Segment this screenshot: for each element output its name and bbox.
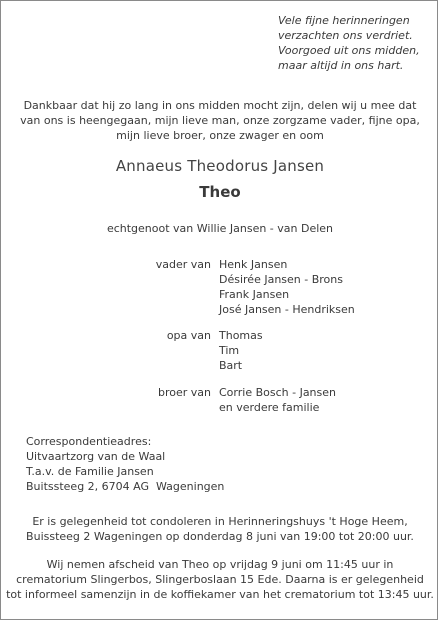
poem <box>278 13 420 73</box>
poem-line: verzachten ons verdriet. <box>278 29 413 42</box>
address-line: Correspondentieadres: <box>26 435 152 448</box>
relation-name: Bart <box>219 359 243 372</box>
intro-line: mijn lieve broer, onze zwager en oom <box>116 129 324 142</box>
farewell-notice <box>1 557 438 602</box>
relation-name: Henk Jansen <box>219 258 288 271</box>
intro-line: Dankbaar dat hij zo lang in ons midden mocht zijn, delen wij u mee dat <box>23 99 417 112</box>
intro-line: van ons is heengegaan, mijn lieve man, onze zorgzame vader, fijne opa, <box>20 114 420 127</box>
relation-label: opa van <box>166 329 211 342</box>
farewell-line: Wij nemen afscheid van Theo op vrijdag 9 juni om 11:45 uur in <box>46 558 394 571</box>
relation-names <box>219 385 336 415</box>
relation-names <box>219 328 263 373</box>
condolence-line: Er is gelegenheid tot condoleren in Herinneringshuys 't Hoge Heem, <box>32 515 408 528</box>
intro-text <box>1 98 438 143</box>
relation-name: Corrie Bosch - Jansen <box>219 386 336 399</box>
relation-name: en verdere familie <box>219 401 320 414</box>
condolence-notice <box>1 514 438 544</box>
deceased-full-name: Annaeus Theodorus Jansen <box>115 157 325 175</box>
relation-name: Tim <box>219 344 240 357</box>
relation-label: vader van <box>155 258 211 271</box>
relation-names <box>219 257 355 317</box>
address-line: Uitvaartzorg van de Waal <box>26 450 166 463</box>
farewell-line: tot informeel samenzijn in de koffiekamer van het crematorium tot 13:45 uur. <box>6 588 434 601</box>
relation-name: Désirée Jansen - Brons <box>219 273 343 286</box>
poem-line: Vele fijne herinneringen <box>278 14 410 27</box>
address-line: T.a.v. de Familie Jansen <box>26 465 154 478</box>
relation-label: broer van <box>157 386 211 399</box>
relation-name: Thomas <box>219 329 263 342</box>
poem-line: maar altijd in ons hart. <box>278 59 404 72</box>
address-line: Buitssteeg 2, 6704 AG Wageningen <box>26 480 225 493</box>
relation-name: Frank Jansen <box>219 288 290 301</box>
poem-line: Voorgoed uit ons midden, <box>278 44 420 57</box>
condolence-line: Buissteeg 2 Wageningen op donderdag 8 juni van 19:00 tot 20:00 uur. <box>26 530 414 543</box>
correspondence-address <box>26 434 224 494</box>
farewell-line: crematorium Slingerbos, Slingerboslaan 15 Ede. Daarna is er gelegenheid <box>16 573 424 586</box>
spouse-line: echtgenoot van Willie Jansen - van Delen <box>106 222 334 235</box>
relation-name: José Jansen - Hendriksen <box>219 303 355 316</box>
deceased-nickname: Theo <box>199 183 241 201</box>
